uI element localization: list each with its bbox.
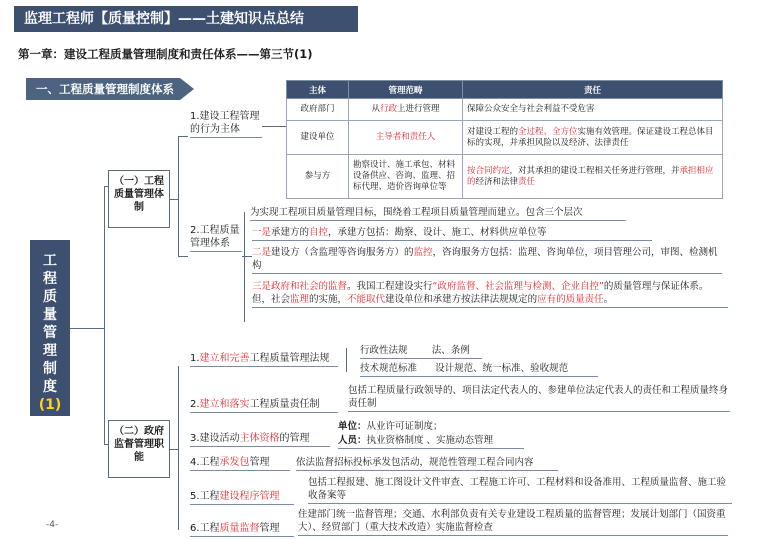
gov-5-desc: 包括工程报建、施工图设计文件审查、工程施工许可、工程材料和设备准用、工程质量监督、施工验收备案等 bbox=[308, 476, 732, 504]
node-government-supervision: （二）政府监督管理职能 bbox=[108, 420, 170, 478]
connector bbox=[178, 136, 188, 137]
gov-3-unit: 单位：从业许可证制度； bbox=[338, 421, 443, 432]
gov-3-person: 人员：执业资格制度 、实施动态管理 bbox=[338, 434, 524, 449]
n12-label: 2.工程质量管理体系 bbox=[190, 224, 242, 252]
th-scope: 管理范畴 bbox=[349, 81, 463, 99]
node2-brace bbox=[178, 366, 179, 530]
cell-resp: 对建设工程的全过程、全方位实施有效管理。保证建设工程总体目标的实现，并承担风险以及经济、法律责任 bbox=[463, 121, 723, 155]
gov-2-desc: 包括工程质量行政领导的、项目法定代表人的、参建单位法定代表人的责任和工程质量终身责任制 bbox=[348, 384, 730, 412]
cell-scope: 主导者和责任人 bbox=[349, 121, 463, 155]
chapter-heading: 第一章：建设工程质量管理制度和责任体系——第三节(1) bbox=[18, 47, 313, 61]
th-resp: 责任 bbox=[463, 81, 723, 99]
gov-4-desc: 依法监督招标投标承发包活动，规范性管理工程合同内容 bbox=[296, 456, 558, 471]
gov-item-4: 4.工程承发包管理 bbox=[190, 456, 290, 471]
qs-level-2: 二是建设方（含监理等咨询服务方）的监控，咨询服务方包括：监理、咨询单位，项目管理公司，审图、检测机构 bbox=[252, 246, 722, 274]
n11-label: 1.建设工程管理的行为主体 bbox=[190, 110, 262, 138]
connector bbox=[170, 199, 178, 200]
cell-scope: 勘察设计、施工承包、材料设备供应、咨询、监理、招标代理、造价咨询单位等 bbox=[349, 155, 463, 199]
table-row bbox=[287, 121, 723, 155]
cell-resp: 保障公众安全与社会利益不受危害 bbox=[463, 99, 723, 121]
gov-1-brace bbox=[346, 348, 347, 372]
table-row bbox=[287, 99, 723, 121]
gov-6-desc: 住建部门统一监督管理；交通、水利部负责有关专业建设工程质量的监督管理；发展计划部门（国资重大）、经贸部门（重大技术改造）实施监督检查 bbox=[298, 508, 728, 536]
connector bbox=[170, 449, 178, 450]
qs-level-3: 三是政府和社会的监督。我国工程建设实行“政府监督、社会监理与检测、企业自控”的质量管理与保证体系。 但，社会监理的实施，不能取代建设单位和承建方按法律法规规定的应有的质量责任。 bbox=[252, 280, 728, 308]
qs-intro: 为实现工程项目质量管理目标，围绕着工程项目质量管理而建立。包含三个层次 bbox=[250, 206, 626, 221]
gov-item-1: 1.建立和完善工程质量管理法规 bbox=[190, 352, 338, 367]
responsibility-table bbox=[286, 80, 723, 199]
cell-subject: 政府部门 bbox=[287, 99, 349, 121]
cell-resp: 按合同约定，对其承担的建设工程相关任务进行管理，并承担相应的经济和法律责任 bbox=[463, 155, 723, 199]
responsibility-table-wrap bbox=[286, 80, 723, 199]
gov-item-5: 5.工程建设程序管理 bbox=[190, 490, 294, 505]
root-brace bbox=[104, 186, 105, 444]
qs-brace bbox=[244, 212, 245, 322]
gov-item-2: 2.建立和落实工程质量责任制 bbox=[190, 398, 338, 413]
gov-1-sub-2: 技术规范标准 设计规范、统一标准、验收规范 bbox=[360, 362, 598, 377]
gov-item-6: 6.工程质量监督管理 bbox=[190, 522, 294, 537]
root-label-text: 工程质量管理制度 bbox=[43, 253, 57, 395]
connector bbox=[178, 256, 188, 257]
root-label-num: (1) bbox=[38, 397, 62, 413]
connector bbox=[262, 126, 286, 127]
page-title: 监理工程师【质量控制】——土建知识点总结 bbox=[14, 6, 358, 32]
section-tab: 一、工程质量管理制度体系 bbox=[26, 78, 180, 100]
gov-1-sub-1: 行政性法规 法、条例 bbox=[360, 344, 482, 359]
connector bbox=[242, 256, 252, 257]
qs-level-1: 一是承建方的自控，承建方包括：勘察、设计、施工、材料供应单位等 bbox=[252, 226, 652, 241]
gov-item-3: 3.建设活动主体资格的管理 bbox=[190, 432, 330, 447]
table-row bbox=[287, 155, 723, 199]
page-number: -4- bbox=[46, 520, 59, 530]
th-subject: 主体 bbox=[287, 81, 349, 99]
cell-subject: 建设单位 bbox=[287, 121, 349, 155]
root-label bbox=[30, 240, 70, 416]
cell-scope: 从行政上进行管理 bbox=[349, 99, 463, 121]
node1-brace bbox=[178, 136, 179, 256]
node-management-system: （一）工程质量管理体制 bbox=[108, 170, 170, 228]
connector bbox=[70, 328, 104, 329]
cell-subject: 参与方 bbox=[287, 155, 349, 199]
